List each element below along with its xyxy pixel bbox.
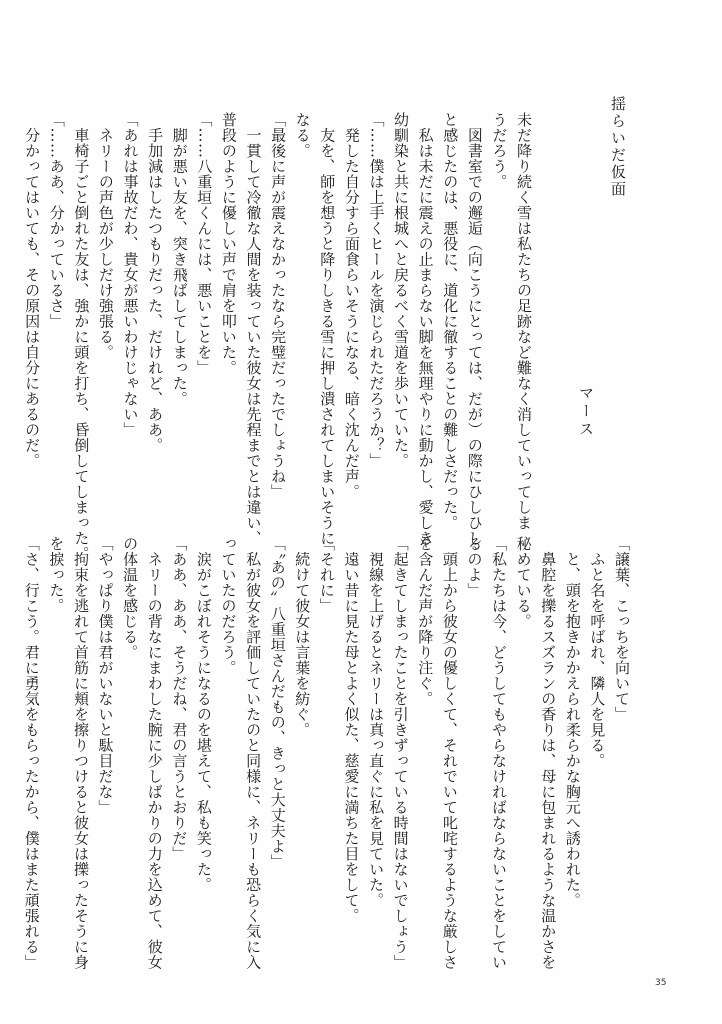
author-name: マース — [577, 385, 595, 439]
story-title: 揺らいだ仮面 — [609, 96, 627, 198]
body-text-lower: 「譲葉、こっちを向いて」 ふと名を呼ばれ、隣人を見る。 と、頭を抱きかかえられ柔らかな胸元へ誘われた。 鼻腔を擽るスズランの香りは、母に包まれるような温かさを 秘めている。 「私たちは今、どうしてもやらなければならないことをしてい るのよ」 頭上から彼女の優しくて、それでいて叱咤するような厳しさ を含んだ声が降り注ぐ。 「起きてしまったことを引きずっている時間はないでしょう」 視線を上げるとネリーは真っ直ぐに私を見ていた。 遠い昔に見た母とよく似た、慈愛に満ちた目をして。 「それに」 続けて彼女は言葉を紡ぐ。 「〝あの〟八重垣さんだもの、きっと大丈夫よ」 私が彼女を評価していたのと同様に、ネリーも恐らく気に入 っていたのだろう。 涙がこぼれそうになるのを堪えて、私も笑った。 「ああ、ああ、そうだね、君の言うとおりだ」 ネリーの背なにまわした腕に少しばかりの力を込めて、彼女 の体温を感じる。 「やっぱり僕は君がいないと駄目だな」 拘束を逃れて首筋に頬を擦りつけると彼女は擽ったそうに身 を捩った。 「さ、行こう。君に勇気をもらったから、僕はまた頑張れる」 — [22, 536, 631, 970]
body-text-upper: 未だ降り続く雪は私たちの足跡など難なく消していってしま うだろう。 図書室での邂逅（向こうにとっては、だが）の際にひしひし と感じたのは、悪役に、道化に徹することの難しさだった。 私は未だに震えの止まらない脚を無理やりに動かし、愛しき 幼馴染と共に根城へと戻るべく雪道を歩いていた。 「……僕は上手くヒールを演じられただろうか？」 発した自分すら面食らいそうになる、暗く沈んだ声。 友を、師を想うと降りしきる雪に押し潰されてしまいそうに なる。 「最後に声が震えなかったなら完璧だったでしょうね」 一貫して冷徹な人間を装っていた彼女は先程までとは違い、 普段のように優しい声で肩を叩いた。 「……八重垣くんには、悪いことを」 脚が悪い友を、突き飛ばしてしまった。 手加減はしたつもりだった、だけれど、ああ。 「あれは事故だわ、貴女が悪いわけじゃない」 ネリーの声色が少しだけ強張る。 車椅子ごと倒れた友は、強かに頭を打ち、昏倒してしまった。 「……ああ、分かっているさ」 分かってはいても、その原因は自分にあるのだ。 — [23, 112, 533, 562]
page-number: 35 — [655, 978, 667, 988]
